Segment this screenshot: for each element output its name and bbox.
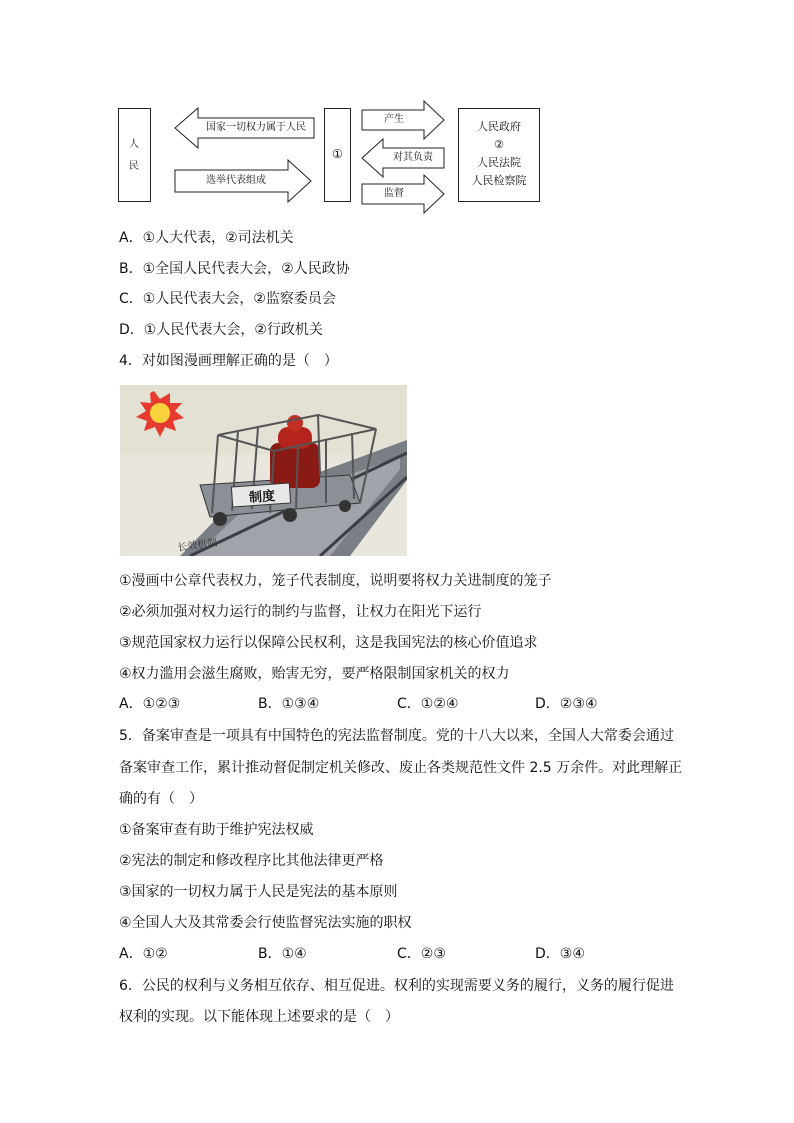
q5-statement-1: ①备案审查有助于维护宪法权威 [119, 822, 314, 838]
state-organs-line-2: ② [494, 138, 504, 151]
produce-label: 产生 [384, 114, 404, 125]
q4-option-b: B．①③④ [258, 696, 320, 712]
state-organs-line-1: 人民政府 [477, 120, 521, 133]
q5-stem-line-3: 确的有（ ） [119, 791, 203, 807]
q5-option-a: A．①② [119, 946, 168, 962]
people-box-label: 人 民 [129, 139, 139, 172]
q4-statement-1: ①漫画中公章代表权力，笼子代表制度，说明要将权力关进制度的笼子 [119, 573, 552, 589]
q4-option-c: C．①②④ [397, 696, 459, 712]
q4-options [119, 694, 679, 714]
q3-option-b: B．①全国人民代表大会，②人民政协 [119, 261, 350, 277]
q3-option-d: D．①人民代表大会，②行政机关 [119, 322, 323, 338]
arrow-left-label: 国家一切权力属于人民 [206, 122, 306, 133]
q5-statement-2: ②宪法的制定和修改程序比其他法律更严格 [119, 853, 384, 869]
responsible-label: 对其负责 [393, 152, 433, 163]
q5-stem-line-2: 备案审查工作，累计推动督促制定机关修改、废止各类规范性文件 2.5 万余件。对此理解正 [119, 760, 683, 776]
q5-options [119, 944, 679, 964]
state-organs-line-4: 人民检察院 [471, 174, 527, 187]
q5-statement-4: ④全国人大及其常委会行使监督宪法实施的职权 [119, 915, 412, 931]
q6-stem-line-1: 6．公民的权利与义务相互依存、相互促进。权利的实现需要义务的履行，义务的履行促进 [119, 978, 674, 994]
q4-stem: 4．对如图漫画理解正确的是（ ） [119, 353, 338, 369]
power-structure-diagram [118, 96, 550, 220]
q3-option-c: C．①人民代表大会，②监察委员会 [119, 291, 336, 307]
q5-option-b: B．①④ [258, 946, 307, 962]
cage-cartoon-image [120, 385, 407, 556]
q4-option-d: D．②③④ [535, 696, 598, 712]
state-organs-line-3: 人民法院 [477, 156, 521, 169]
q6-stem-line-2: 权利的实现。以下能体现上述要求的是（ ） [119, 1009, 399, 1025]
supervise-label: 监督 [384, 188, 404, 199]
cage-sign-label: 制度 [248, 489, 276, 506]
q4-statement-2: ②必须加强对权力运行的制约与监督，让权力在阳光下运行 [119, 604, 482, 620]
q5-option-d: D．③④ [535, 946, 585, 962]
svg-text:长效机制: 长效机制 [176, 537, 219, 554]
q5-statement-3: ③国家的一切权力属于人民是宪法的基本原则 [119, 884, 398, 900]
arrow-right-label: 选举代表组成 [206, 175, 266, 186]
q4-option-a: A．①②③ [119, 696, 181, 712]
q3-option-a: A．①人大代表，②司法机关 [119, 230, 294, 246]
middle-box-label: ① [332, 147, 343, 161]
q4-statement-3: ③规范国家权力运行以保障公民权利，这是我国宪法的核心价值追求 [119, 635, 538, 651]
q5-stem-line-1: 5．备案审查是一项具有中国特色的宪法监督制度。党的十八大以来，全国人大常委会通过 [119, 728, 674, 744]
q5-option-c: C．②③ [397, 946, 446, 962]
q4-statement-4: ④权力滥用会滋生腐败，贻害无穷，要严格限制国家机关的权力 [119, 666, 510, 682]
cartoon-drawing [120, 385, 407, 556]
